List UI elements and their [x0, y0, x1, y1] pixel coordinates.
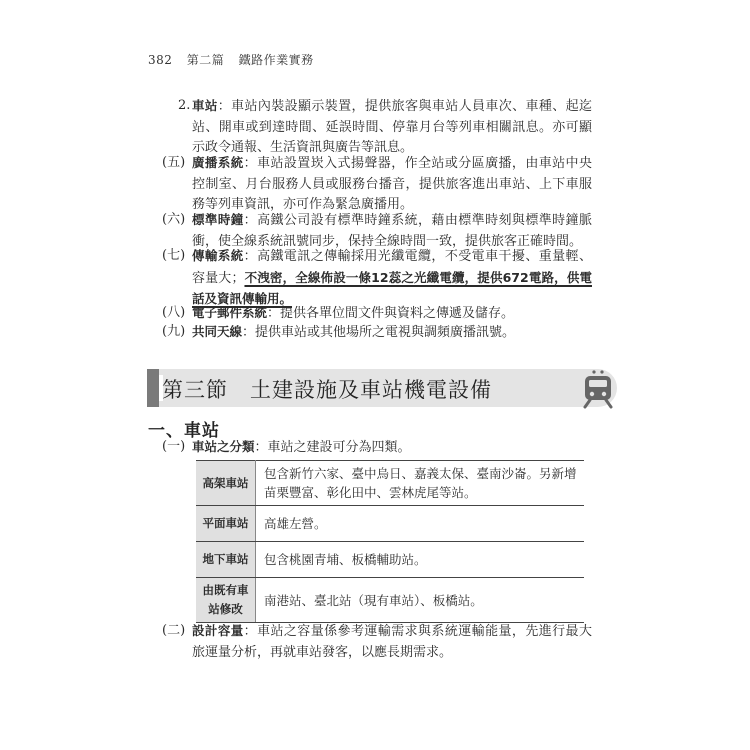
item-station-display	[162, 96, 592, 159]
item-text: ：提供車站或其他場所之電視與調頻廣播訊號。	[242, 325, 516, 340]
part-label: 第二篇	[186, 53, 225, 67]
station-type: 地下車站	[196, 542, 256, 578]
station-desc: 高雄左營。	[256, 506, 585, 542]
item-text: ：車站之建設可分為四類。	[254, 440, 411, 455]
item-mark: (六)	[162, 212, 186, 227]
table-row	[196, 506, 584, 542]
item-text: ：車站內裝設顯示裝置，提供旅客與車站人員車次、車種、起迄站、開車或到達時間、延誤時間、停靠月台等列車相關訊息。亦可顯示政令通報、生活資訊與廣告等訊息。	[192, 99, 592, 155]
item-text: ：高鐵電訊之傳輸採用光纖電纜，不受電車干擾、重量輕、容量大；	[192, 249, 592, 286]
item-text: ：高鐵公司設有標準時鐘系統，藉由標準時刻與標準時鐘脈衝，使全線系統訊號同步，保持全線時間一致，提供旅客正確時間。	[192, 213, 592, 249]
item-mark: (九)	[162, 324, 186, 339]
item-label: 設計容量	[192, 623, 244, 638]
chapter-title: 鐵路作業實務	[238, 53, 314, 67]
item-broadcast	[162, 153, 592, 216]
item-label: 車站之分類	[192, 439, 255, 454]
item-text: ：車站設置崁入式揚聲器，作全站或分區廣播，由車站中央控制室、月台服務人員或服務台播音，提供旅客進出車站、上下車服務等列車資訊，亦可作為緊急廣播用。	[192, 156, 592, 212]
item-mark: 2.	[178, 98, 191, 113]
page-number: 382	[148, 53, 173, 67]
heading-stations: 一、車站	[148, 421, 220, 441]
item-antenna	[162, 322, 592, 344]
item-text: ：提供各單位間文件與資料之傳遞及儲存。	[267, 306, 515, 321]
item-transmission	[162, 246, 592, 311]
item-label: 標準時鐘	[192, 212, 244, 227]
table-row	[196, 578, 584, 623]
station-desc: 包含新竹六家、臺中烏日、嘉義太保、臺南沙崙。另新增苗栗豐富、彰化田中、雲林虎尾等站。	[256, 461, 585, 506]
station-desc: 南港站、臺北站（現有車站）、板橋站。	[256, 578, 585, 623]
item-mark: (七)	[162, 248, 186, 263]
section-title: 第三節 土建設施及車站機電設備	[162, 378, 492, 402]
train-icon	[581, 369, 615, 409]
item-text: ：車站之容量係參考運輸需求與系統運輸能量，先進行最大旅運量分析，再就車站發客，以應長期需求。	[192, 624, 592, 660]
item-station-classification	[162, 437, 592, 459]
item-mark: (二)	[162, 623, 186, 638]
item-mark: (五)	[162, 155, 186, 170]
station-type: 由既有車站修改	[196, 578, 256, 623]
station-table	[196, 460, 584, 623]
item-label: 廣播系統	[192, 155, 244, 170]
table-row	[196, 461, 584, 506]
table-row	[196, 542, 584, 578]
item-label: 傳輸系統	[192, 248, 244, 263]
running-head	[148, 51, 324, 68]
item-emphasis: 不洩密，全線佈設一條12蕊之光纖電纜，提供672電路，供電話及資訊傳輸用。	[192, 269, 592, 306]
station-type: 高架車站	[196, 461, 256, 506]
item-label: 車站	[192, 98, 218, 113]
item-label: 電子郵件系統	[192, 305, 268, 320]
item-design-capacity	[162, 621, 592, 663]
item-mark: (一)	[162, 439, 186, 454]
station-desc: 包含桃園青埔、板橋輔助站。	[256, 542, 585, 578]
section-tab	[147, 369, 159, 407]
item-mark: (八)	[162, 305, 186, 320]
item-label: 共同天線	[192, 324, 243, 339]
station-type: 平面車站	[196, 506, 256, 542]
